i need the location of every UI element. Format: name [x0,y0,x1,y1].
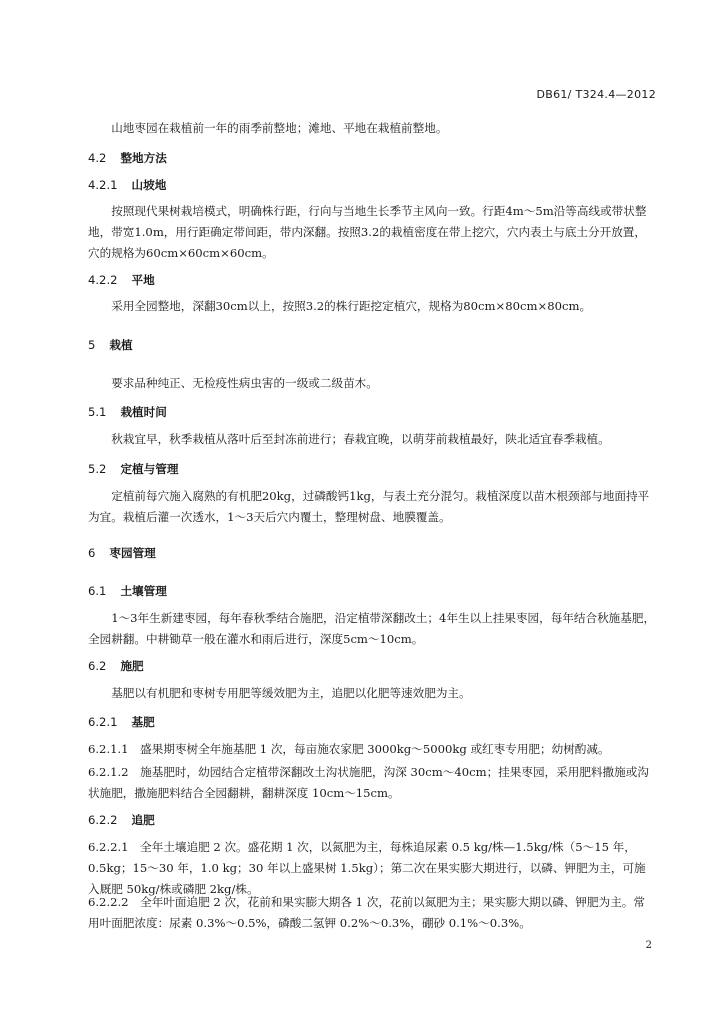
heading-4-2 [88,149,656,167]
heading-6 [88,544,656,562]
section-title: 整地方法 [120,151,167,165]
section-title: 土壤管理 [120,584,167,598]
section-number: 5.1 [88,405,107,419]
paragraph-6-2-1-2: 6.2.1.2 施基肥时，幼园结合定植带深翻改土沟状施肥，沟深 30cm～40cm；挂果枣园，采用肥料撒施或沟状施肥，撒施肥料结合全园翻耕，翻耕深度 10cm～15cm。 [88,765,649,800]
paragraph-5-2: 定植前每穴施入腐熟的有机肥20kg，过磷酸钙1kg，与表土充分混匀。栽植深度以苗木根颈部与地面持平为宜。栽植后灌一次透水，1～3天后穴内覆土，整理树盘、地膜覆盖。 [88,489,650,524]
heading-6-2-2 [88,811,656,829]
section-6-2-body [88,683,656,704]
section-title: 栽植时间 [120,405,167,419]
heading-6-2 [88,657,656,675]
paragraph-6-2-2-1: 6.2.2.1 全年土壤追肥 2 次。盛花期 1 次，以氮肥为主，每株追尿素 0.5 kg/株—1.5kg/株（5～15 年，0.5kg；15～30 年，1.0 kg；30 年以上盛果树 1.5kg）；第二次在果实膨大期进行，以磷、钾肥为主，可施入厩肥 50kg/株或磷肥 2kg/株。 [88,840,646,896]
section-number: 4.2 [88,151,107,165]
section-number: 4.2.2 [88,273,118,287]
section-5-body [88,373,656,394]
section-4-2-1-body [88,201,656,264]
section-number: 6.2 [88,659,107,673]
section-title: 枣园管理 [109,546,156,560]
clause-6-2-1-2 [88,762,656,804]
section-title: 基肥 [131,715,155,729]
section-number: 5 [88,338,96,352]
section-number: 6.2.1 [88,715,118,729]
paragraph-6-2: 基肥以有机肥和枣树专用肥等缓效肥为主，追肥以化肥等速效肥为主。 [111,686,471,700]
paragraph-6-2-2-2: 6.2.2.2 全年叶面追肥 2 次，花前和果实膨大期各 1 次，花前以氮肥为主；果实膨大期以磷、钾肥为主。常用叶面肥浓度：尿素 0.3%～0.5%，磷酸二氢钾 0.2%～0.3%，硼砂 0.1%～0.3%。 [88,895,645,930]
heading-5 [88,336,656,354]
section-title: 平地 [131,273,155,287]
section-title: 定植与管理 [120,462,179,476]
clause-6-2-2-2 [88,892,656,934]
section-number: 4.2.1 [88,178,118,192]
paragraph-4-2-1: 按照现代果树栽培模式，明确株行距，行向与当地生长季节主风向一致。行距4m～5m沿等高线或带状整地，带宽1.0m，用行距确定带间距，带内深翻。按照3.2的栽植密度在带上挖穴，穴内表土与底土分开放置，穴的规格为60cm×60cm×60cm。 [88,204,647,260]
heading-4-2-2 [88,271,656,289]
section-5-2-body [88,486,656,528]
heading-5-2 [88,460,656,478]
clause-6-2-1-1 [88,739,656,760]
paragraph-6-2-1-1: 6.2.1.1 盛果期枣树全年施基肥 1 次，每亩施农家肥 3000kg～5000kg 或红枣专用肥；幼树酌减。 [88,742,610,756]
section-title: 追肥 [131,813,155,827]
paragraph-intro: 山地枣园在栽植前一年的雨季前整地；滩地、平地在栽植前整地。 [111,121,448,135]
page-number: 2 [645,940,652,951]
paragraph-5: 要求品种纯正、无检疫性病虫害的一级或二级苗木。 [111,376,378,390]
section-number: 5.2 [88,462,107,476]
section-title: 栽植 [109,338,133,352]
clause-6-2-2-1 [88,837,656,900]
section-6-1-body [88,608,656,650]
standard-code: DB61/ T324.4—2012 [536,88,656,101]
section-4-2-2-body [88,296,656,317]
paragraph-4-2-2: 采用全园整地，深翻30cm以上，按照3.2的株行距挖定植穴，规格为80cm×80cm×80cm。 [111,299,592,313]
paragraph-6-1: 1～3年生新建枣园，每年春秋季结合施肥，沿定植带深翻改土；4年生以上挂果枣园，每年结合秋施基肥，全园耕翻。中耕锄草一般在灌水和雨后进行，深度5cm～10cm。 [88,611,656,646]
heading-5-1 [88,403,656,421]
heading-6-2-1 [88,713,656,731]
section-number: 6 [88,546,96,560]
section-5-1-body [88,429,656,450]
heading-6-1 [88,582,656,600]
section-title: 施肥 [120,659,144,673]
heading-4-2-1 [88,176,656,194]
section-number: 6.1 [88,584,107,598]
paragraph-5-1: 秋栽宜早，秋季栽植从落叶后至封冻前进行；春栽宜晚，以萌芽前栽植最好，陕北适宜春季栽植。 [111,432,610,446]
section-title: 山坡地 [131,178,167,192]
section-number: 6.2.2 [88,813,118,827]
intro-block [88,118,656,139]
